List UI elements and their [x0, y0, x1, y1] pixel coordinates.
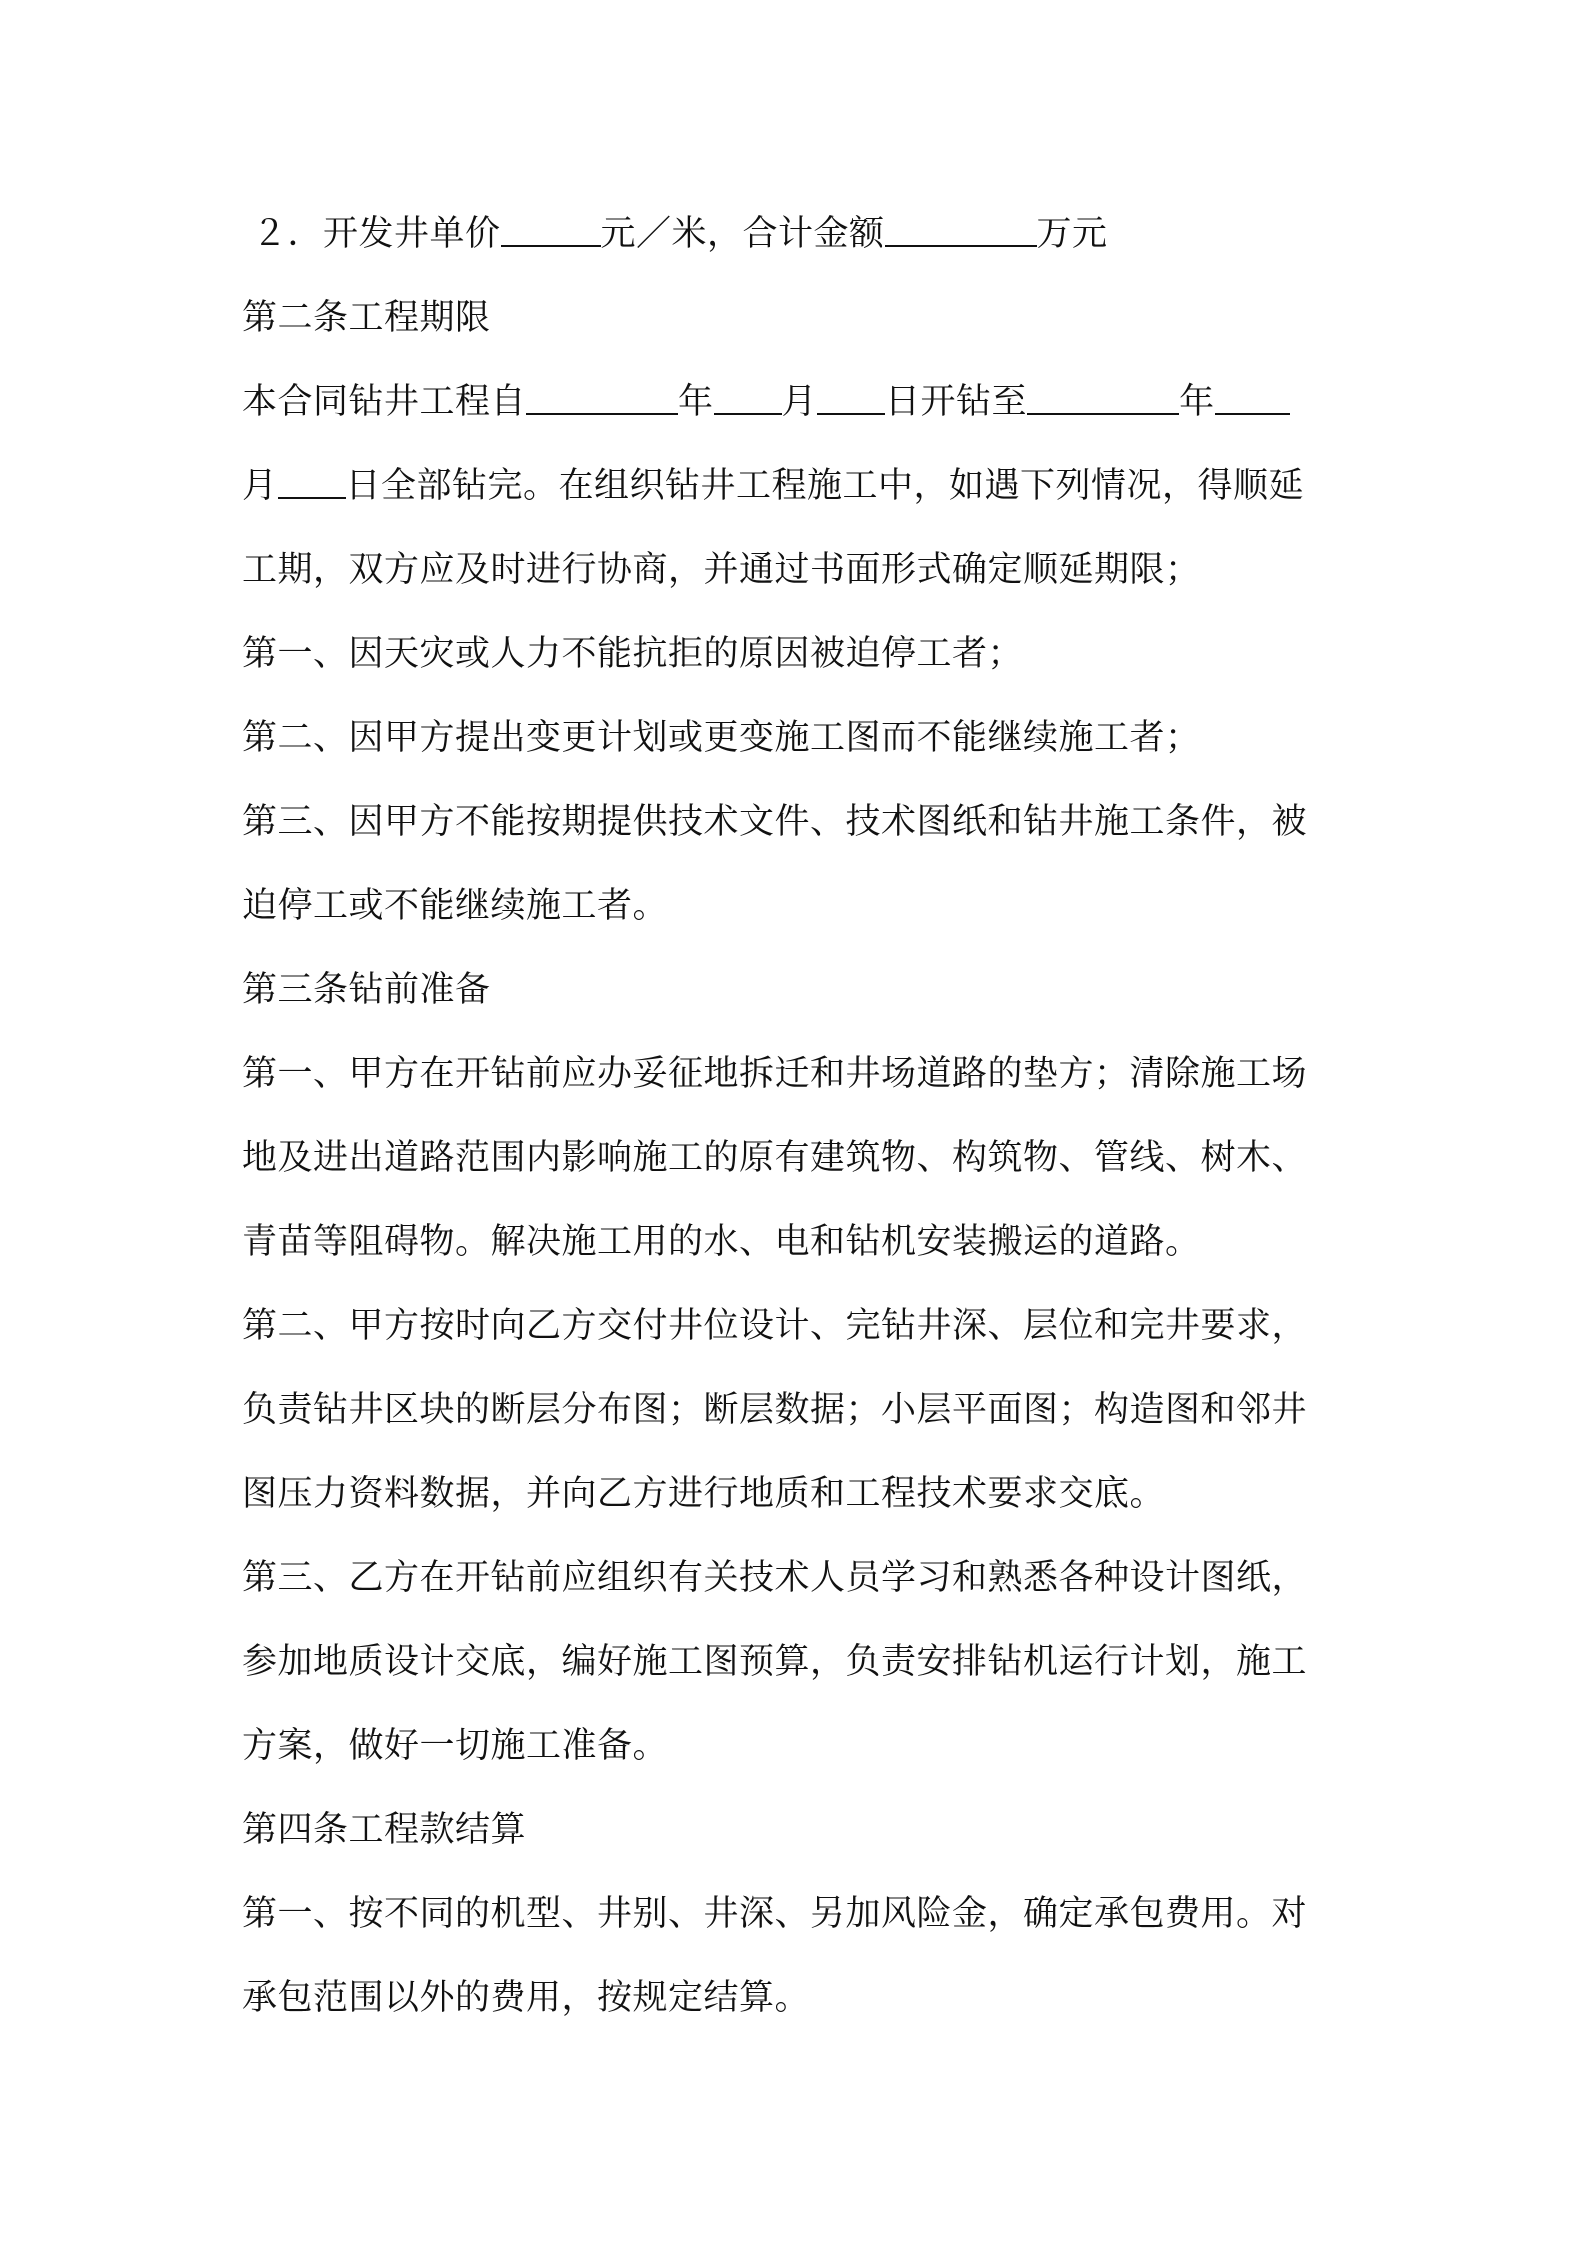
unit-price-line [242, 192, 1357, 276]
start-year-blank [526, 385, 678, 415]
end-date-line [242, 444, 1357, 528]
paragraph-line: 青苗等阻碍物。解决施工用的水、电和钻机安装搬运的道路。 [242, 1222, 1201, 1262]
total-amount-blank [885, 217, 1037, 247]
paragraph-line: 参加地质设计交底，编好施工图预算，负责安排钻机运行计划，施工 [242, 1642, 1308, 1682]
start-date-line [242, 360, 1357, 444]
end-month-label: 月 [242, 466, 278, 506]
paragraph-line: 承包范围以外的费用，按规定结算。 [242, 1978, 811, 2018]
end-date-text: 日全部钻完。在组织钻井工程施工中，如遇下列情况，得顺延 [345, 466, 1305, 506]
paragraph-line: 工期，双方应及时进行协商，并通过书面形式确定顺延期限； [242, 550, 1201, 590]
paragraph-line: 第一、甲方在开钻前应办妥征地拆迁和井场道路的垫方；清除施工场 [242, 1054, 1308, 1094]
start-month-blank [714, 385, 782, 415]
unit-price-blank [501, 217, 601, 247]
document-body [242, 192, 1357, 2040]
unit-price-label: ２．开发井单价 [252, 214, 501, 254]
year-label: 年 [678, 382, 714, 422]
section-title-term: 第二条工程期限 [242, 298, 491, 338]
paragraph-line: 图压力资料数据，并向乙方进行地质和工程技术要求交底。 [242, 1474, 1166, 1514]
start-date-label: 本合同钻井工程自 [242, 382, 527, 422]
paragraph-line: 第一、按不同的机型、井别、井深、另加风险金，确定承包费用。对 [242, 1894, 1308, 1934]
unit-wanyuan: 万元 [1036, 214, 1108, 254]
paragraph-line: 迫停工或不能继续施工者。 [242, 886, 669, 926]
total-amount-label: 元／米，合计金额 [600, 214, 885, 254]
paragraph-line: 第三、因甲方不能按期提供技术文件、技术图纸和钻井施工条件，被 [242, 802, 1308, 842]
section-title-preparation: 第三条钻前准备 [242, 970, 491, 1010]
start-day-blank [817, 385, 885, 415]
paragraph-line: 第二、甲方按时向乙方交付井位设计、完钻井深、层位和完井要求， [242, 1306, 1308, 1346]
paragraph-line: 地及进出道路范围内影响施工的原有建筑物、构筑物、管线、树木、 [242, 1138, 1308, 1178]
end-day-blank [278, 469, 346, 499]
paragraph-line: 第二、因甲方提出变更计划或更变施工图而不能继续施工者； [242, 718, 1201, 758]
end-year-label: 年 [1179, 382, 1215, 422]
end-month-blank [1215, 385, 1290, 415]
paragraph-line: 方案，做好一切施工准备。 [242, 1726, 669, 1766]
day-start-label: 日开钻至 [885, 382, 1028, 422]
paragraph-line: 负责钻井区块的断层分布图；断层数据；小层平面图；构造图和邻井 [242, 1390, 1308, 1430]
section-title-settlement: 第四条工程款结算 [242, 1810, 527, 1850]
end-year-blank [1027, 385, 1179, 415]
paragraph-line: 第一、因天灾或人力不能抗拒的原因被迫停工者； [242, 634, 1024, 674]
paragraph-line: 第三、乙方在开钻前应组织有关技术人员学习和熟悉各种设计图纸， [242, 1558, 1308, 1598]
month-label: 月 [781, 382, 818, 422]
